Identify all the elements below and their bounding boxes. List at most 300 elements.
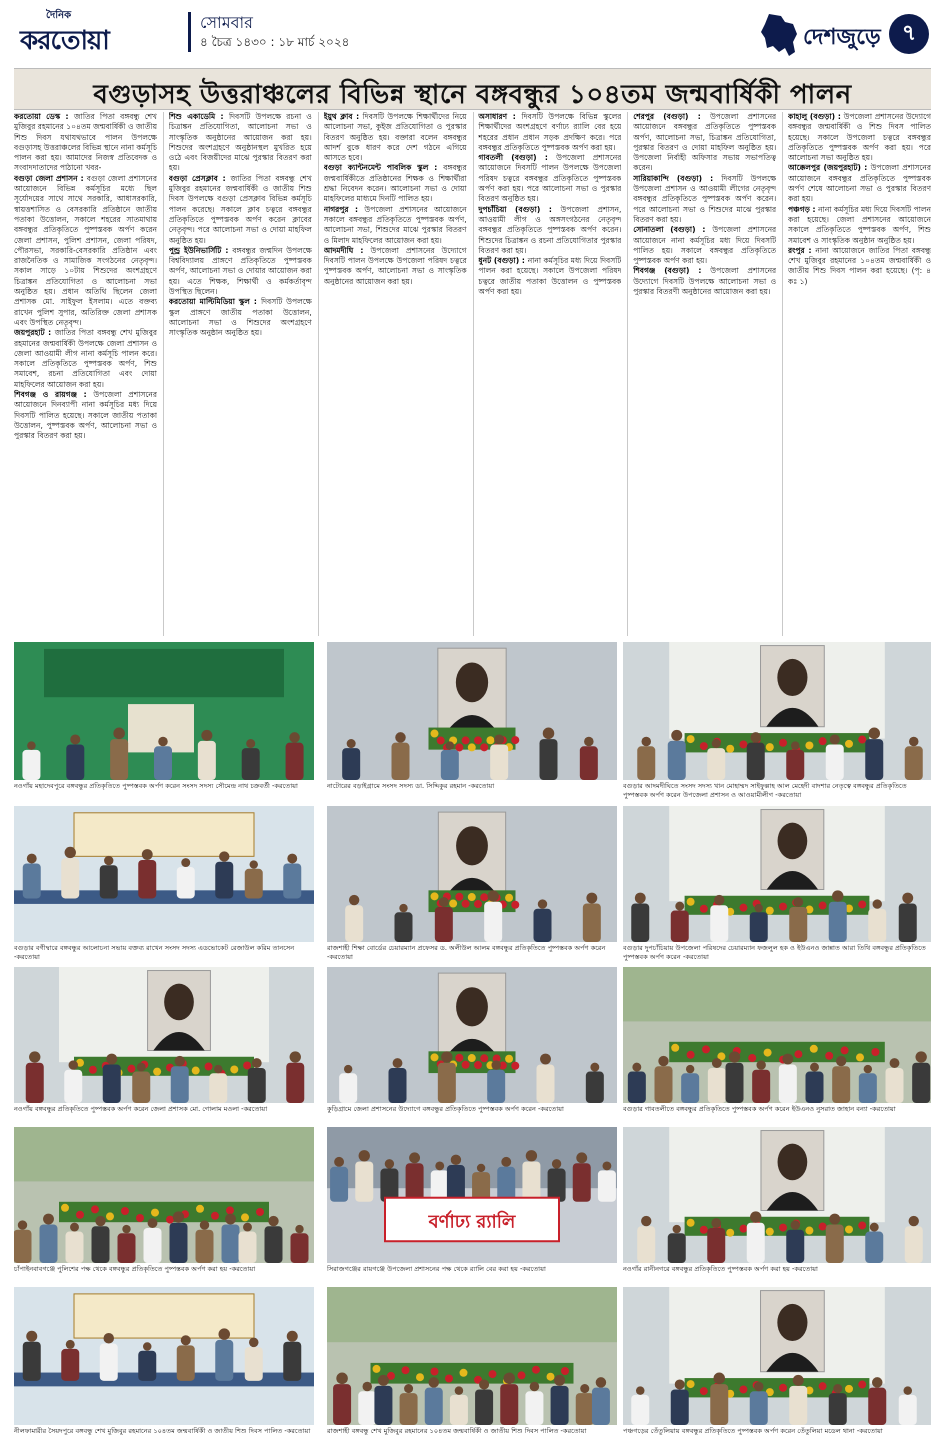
dateline: নাগরপুর : (323, 204, 365, 214)
dateline: আদমদীঘি : (323, 245, 371, 255)
paragraph-text: উপজেলা প্রশাসনের আয়োজনে নানা কর্মসূচির মধ্য দিয়ে দিবসটি পালিত হয়। সকালে বঙ্গবন্ধুর প্রতিকৃতিতে পুষ্পস্তবক অর্পণ করা হয়। (633, 225, 777, 266)
paragraph-text: বঙ্গবন্ধুর জন্মবার্ষিকীতে প্রতিষ্ঠানের শিক্ষক ও শিক্ষার্থীরা শ্রদ্ধা নিবেদন করেন। আলোচনা সভা ও দোয়া মাহফিলের মাধ্যমে দিনটি পালিত হয়। (323, 163, 467, 204)
flower (779, 1224, 787, 1232)
dateline: শিশু একাডেমি : (168, 112, 229, 121)
person-figure (358, 1391, 376, 1425)
person-figure (22, 750, 40, 780)
flower (136, 1214, 144, 1222)
person-head (530, 1382, 540, 1392)
photo-image (623, 806, 931, 942)
person-figure (245, 1347, 263, 1381)
photo-item[interactable] (623, 642, 931, 802)
article-paragraph (788, 205, 931, 246)
flower (151, 1209, 159, 1217)
person-head (552, 1159, 561, 1168)
rally-banner-text: বর্ণাঢ্য র‍্যালি (428, 1211, 516, 1233)
news-photo[interactable] (327, 1287, 617, 1425)
dateline: জয়পুরহাট : (14, 328, 55, 338)
trees (14, 1127, 314, 1181)
person-figure (912, 1063, 930, 1103)
person-figure (154, 746, 172, 780)
photo-item[interactable] (14, 1127, 314, 1285)
photo-caption: সিরাজগঞ্জের রায়গঞ্জে উপজেলা প্রশাসনের পক্ষ থেকে র‍্যালি বের করা হয় -করতোয়া (327, 1265, 546, 1273)
person-figure (708, 1068, 726, 1103)
flower (462, 736, 470, 744)
person-head (246, 739, 255, 748)
news-photo[interactable] (623, 642, 931, 780)
headline-banner (14, 68, 931, 110)
person-head (158, 737, 168, 747)
portrait-face (778, 823, 808, 860)
masthead-divider (188, 12, 191, 52)
photo-image (623, 1127, 931, 1263)
flower (76, 1211, 84, 1219)
column-rule (163, 112, 164, 636)
flower (106, 1212, 114, 1220)
flower (726, 745, 734, 753)
photo-item[interactable] (623, 1127, 931, 1285)
person-figure (484, 902, 502, 942)
person-head (43, 1214, 54, 1225)
person-figure (475, 1389, 493, 1425)
flower (825, 1052, 833, 1060)
person-head (586, 893, 597, 904)
person-head (181, 1335, 191, 1345)
flower (166, 1216, 174, 1224)
flower (486, 736, 494, 744)
photo-item[interactable] (623, 1287, 931, 1447)
photo-caption: নাটোরের বড়াইগ্রামে সংসদ সদস্য ডা. সিদ্দিকুর রহমান -করতোয়া (327, 782, 495, 790)
person-head (70, 1223, 79, 1232)
article-paragraph (788, 112, 931, 163)
person-head (909, 737, 919, 747)
photo-caption: কুড়িগ্রামে জেলা প্রশাসনের উদ্যোগে বঙ্গবন্ধুর প্রতিকৃতিতে পুষ্পস্তবক অর্পণ করেন -করতোয়া (327, 1105, 564, 1113)
person-head (580, 1384, 589, 1393)
person-figure (637, 746, 655, 780)
person-head (142, 849, 153, 860)
article-paragraph (324, 205, 467, 246)
portrait-face (777, 659, 807, 696)
person-head (675, 1379, 685, 1389)
dateline: পুন্ড্র ইউনিভার্সিটি : (168, 245, 233, 255)
flower (211, 1212, 219, 1220)
portrait-face (456, 662, 488, 702)
person-figure (400, 1393, 418, 1425)
bangladesh-map-icon (759, 12, 799, 58)
flower (766, 743, 774, 751)
article-body (14, 112, 931, 636)
flower (805, 741, 813, 749)
person-head (428, 1377, 439, 1388)
photo-item[interactable] (14, 806, 314, 964)
person-head (641, 1216, 651, 1226)
person-figure (779, 1064, 797, 1103)
person-head (104, 856, 113, 865)
flower (480, 743, 488, 751)
flower (819, 1223, 827, 1231)
person-head (181, 858, 190, 867)
person-figure (138, 1351, 156, 1381)
flower (91, 1205, 99, 1213)
person-figure (170, 1223, 188, 1263)
person-figure (500, 1384, 518, 1425)
news-photo[interactable] (623, 967, 931, 1103)
person-head (70, 734, 80, 744)
person-figure (868, 909, 886, 942)
person-head (909, 1216, 919, 1226)
person-figure (291, 1233, 309, 1263)
dateline: কাহালু (বগুড়া) : (788, 112, 844, 121)
paragraph-text: জাতির পিতা বঙ্গবন্ধু শেখ মুজিবুর রহমানের জন্মবার্ষিকী উপলক্ষে জেলা প্রশাসন ও জেলা আওয়ামী লীগ নানা কর্মসূচি পালন করে। সকালে প্রতিকৃতিতে পুষ্পস্তবক অর্পণ, শিশু সমাবেশ, রচনা প্রতিযোগিতা এবং দোয়া মাহফিলের আয়োজন করা হয়। (14, 328, 157, 389)
dateline: বগুড়া প্রেসক্লাব : (168, 173, 231, 183)
person-figure (286, 743, 304, 780)
person-head (873, 899, 882, 908)
person-figure (865, 739, 883, 780)
person-figure (389, 1068, 407, 1103)
person-head (791, 1220, 800, 1229)
portrait-face (164, 984, 194, 1021)
flower (431, 1368, 439, 1376)
wreath-base (74, 1057, 254, 1076)
person-figure (905, 746, 923, 780)
flower (561, 1367, 569, 1375)
person-figure (487, 1070, 505, 1103)
person-head (713, 1373, 725, 1385)
news-photo[interactable] (623, 1127, 931, 1263)
person-head (122, 1225, 130, 1233)
person-head (395, 732, 406, 743)
person-figure (747, 743, 765, 780)
dateline: শিবগঞ্জ ও রায়গঞ্জ : (14, 390, 94, 400)
person-figure (61, 1349, 79, 1381)
photo-item[interactable] (14, 642, 314, 802)
flower (805, 1227, 813, 1235)
news-photo[interactable] (327, 1127, 617, 1263)
flower (700, 1387, 708, 1395)
person-figure (829, 1393, 847, 1425)
flower (871, 1048, 879, 1056)
paragraph-text: দিবসটি উপলক্ষে উপজেলা প্রশাসন ও আওয়ামী লীগের নেতৃবৃন্দ বঙ্গবন্ধুর প্রতিকৃতিতে পুষ্পস্তবক অর্পণ করেন। পরে আলোচনা সভা ও শিশুদের মাঝে পুরস্কার বিতরণ করা হয়। (633, 173, 777, 224)
person-figure (534, 909, 552, 942)
table-cloth (14, 890, 314, 904)
person-head (543, 728, 555, 740)
person-figure (671, 1389, 689, 1425)
person-figure (438, 1063, 456, 1103)
dateline: পঞ্চগড় : (788, 204, 819, 214)
person-figure (283, 1342, 301, 1381)
person-figure (342, 748, 360, 780)
person-figure (789, 907, 807, 942)
person-figure (631, 1395, 649, 1425)
flower (726, 1229, 734, 1237)
photo-caption: নওগাঁয় বঙ্গবন্ধুর প্রতিকৃতিতে পুষ্পস্তবক অর্পণ করেন জেলা প্রশাসক মো. গোলাম মওলা -করতোয়া (14, 1105, 268, 1113)
person-head (479, 1379, 489, 1389)
person-head (404, 1384, 413, 1393)
person-head (106, 1054, 117, 1065)
person-head (27, 854, 37, 864)
flower (532, 1366, 540, 1374)
dateline: সোনাতলা (বগুড়া) : (633, 225, 713, 235)
person-figure (425, 1388, 443, 1425)
person-head (439, 897, 449, 907)
news-photo[interactable] (623, 806, 931, 942)
flower (845, 740, 853, 748)
flower (416, 1373, 424, 1381)
table-cloth (14, 1373, 314, 1387)
photo-caption: বগুড়ার বগীদ্বারে বঙ্গবন্ধুর আলোচনা সভায় বক্তব্য রাখেন সংসদ সদস্য এডভোকেট রেজাউল করিম তানসেন -করতোয়া (14, 944, 295, 961)
flower (687, 1219, 695, 1227)
person-head (590, 1063, 599, 1072)
photo-item[interactable] (623, 967, 931, 1125)
news-photo[interactable] (14, 642, 314, 780)
photo-item[interactable] (14, 1287, 314, 1447)
person-figure (583, 903, 601, 942)
photo-image (14, 642, 314, 780)
person-figure (283, 863, 301, 898)
person-head (810, 1063, 819, 1072)
article-paragraph (169, 246, 312, 297)
person-figure (537, 1064, 555, 1103)
photo-image (327, 1127, 617, 1263)
news-photo[interactable] (14, 967, 314, 1103)
person-figure (132, 1072, 150, 1103)
person-head (602, 1161, 611, 1170)
person-figure (899, 1395, 917, 1425)
person-figure (886, 1068, 904, 1103)
person-figure (245, 869, 263, 899)
flower (431, 1053, 439, 1061)
person-figure (668, 1233, 686, 1263)
person-head (868, 728, 880, 740)
article-column (324, 112, 467, 636)
flower (779, 1384, 787, 1392)
photo-caption: বগুড়ার গাবতলীতে বঙ্গবন্ধুর প্রতিকৃতিতে পুষ্পস্তবক অর্পণ করেন ইউএনও নুসরাত জাহান বন্যা -করতোয়া (623, 1105, 896, 1113)
flower (468, 743, 476, 751)
person-figure (215, 862, 233, 899)
person-figure (374, 1386, 392, 1425)
news-photo[interactable] (327, 967, 617, 1103)
person-figure (441, 750, 459, 780)
flower (511, 901, 519, 909)
person-head (148, 1218, 158, 1228)
person-head (712, 1058, 722, 1068)
flower (511, 1062, 519, 1070)
person-head (334, 1157, 344, 1167)
person-figure (92, 1226, 110, 1263)
dateline: বগুড়া ক্যান্টনমেন্ট পাবলিক স্কুল : (323, 163, 444, 173)
paragraph-text: দিবসটি উপলক্ষে শিক্ষার্থীদের নিয়ে আলোচনা সভা, কুইজ প্রতিযোগিতা ও পুরস্কার বিতরণ অনুষ্ঠিত হয়। বক্তারা বলেন বঙ্গবন্ধুর আদর্শ বুকে ধারণ করে দেশ গঠনে এগিয়ে আসতে হবে। (323, 112, 467, 163)
person-head (712, 739, 721, 748)
person-figure (899, 903, 917, 942)
flower (505, 1055, 513, 1063)
flower (547, 1373, 555, 1381)
article-paragraph (169, 174, 312, 246)
photo-item[interactable] (327, 967, 617, 1125)
person-figure (628, 1072, 646, 1103)
column-rule (782, 112, 783, 636)
dateline: শিবগঞ্জ (বগুড়া) : (633, 266, 711, 276)
dateline: শেরপুর (বগুড়া) : (633, 112, 710, 121)
article-paragraph (14, 112, 157, 174)
flower (858, 1221, 866, 1229)
person-head (69, 1060, 78, 1069)
photo-item[interactable] (623, 806, 931, 964)
article-paragraph (14, 328, 157, 390)
person-figure (750, 912, 768, 942)
paragraph-text: উপজেলা প্রশাসনের উদ্যোগে দিবসটি পালন উপলক্ষে উপজেলা পরিষদ চত্বরে পুষ্পস্তবক অর্পণ, আলোচনা সভা ও সাংস্কৃতিক অনুষ্ঠানের আয়োজন করা হয়। (323, 245, 467, 286)
person-head (872, 1377, 883, 1388)
person-figure (786, 750, 804, 780)
news-photo[interactable] (327, 642, 617, 780)
dateline: করতোয়া ডেস্ক : (14, 112, 74, 121)
newspaper-logo[interactable] (20, 8, 180, 56)
person-figure (707, 748, 725, 780)
person-head (287, 1331, 298, 1342)
news-photo[interactable] (623, 1287, 931, 1425)
news-photo[interactable] (327, 806, 617, 942)
trees (623, 967, 931, 1021)
person-head (754, 1382, 764, 1392)
person-head (393, 1058, 403, 1068)
news-photo[interactable] (14, 1127, 314, 1263)
news-photo[interactable] (14, 1287, 314, 1425)
person-figure (522, 1161, 540, 1201)
person-head (540, 1054, 551, 1065)
dateline: বগুড়া জেলা প্রশাসন : (14, 173, 87, 183)
article-column (788, 112, 931, 636)
flower (505, 894, 513, 902)
person-head (729, 1051, 740, 1062)
dateline: অসাধারণ : (478, 112, 522, 121)
photo-item[interactable] (327, 806, 617, 964)
person-head (636, 1386, 645, 1395)
person-head (347, 739, 356, 748)
wreath-base (371, 1363, 574, 1384)
photo-image (14, 967, 314, 1103)
person-head (451, 1155, 461, 1165)
person-figure (395, 912, 413, 942)
photo-item[interactable] (327, 642, 617, 802)
article-paragraph (478, 205, 621, 256)
person-figure (631, 903, 649, 942)
dateline: ইয়ুথ ক্লাব : (323, 112, 363, 121)
person-figure (865, 1232, 883, 1263)
person-head (399, 904, 407, 912)
flower (468, 893, 476, 901)
flower (243, 1061, 251, 1069)
masthead-date: ৪ চৈত্র ১৪৩০ : ১৮ মার্চ ২০২৪ (200, 35, 350, 49)
person-figure (447, 1165, 465, 1202)
person-figure (23, 863, 41, 898)
photo-image (327, 642, 617, 780)
paragraph-text: উপজেলা প্রশাসনের আয়োজনে দিনব্যাপী নানা কর্মসূচির মধ্য দিয়ে দিবসটি পালিত হয়েছে। সকালে জাতীয় পতাকা উত্তোলন, পুষ্পস্তবক অর্পণ, আলোচনা সভা ও পুরস্কার বিতরণ করা হয়। (14, 390, 157, 441)
flower (127, 1065, 135, 1073)
flower (511, 736, 519, 744)
person-head (225, 1214, 236, 1225)
person-head (173, 1211, 184, 1222)
flower (687, 735, 695, 743)
paragraph-text: বগুড়া জেলা প্রশাসনের আয়োজনে বিভিন্ন কর্মসূচির মধ্যে ছিল সূর্যোদয়ের সাথে সাথে সরকারি, আধাসরকারি, স্বায়ত্তশাসিত ও বেসরকারি প্রতিষ্ঠানে জাতীয় পতাকা উত্তোলন, সকালে শহরের সাতমাথায় বঙ্গবন্ধুর প্রতিকৃতিতে পুষ্পস্তবক অর্পণ করেন জেলা প্রশাসন, পুলিশ প্রশাসন, জেলা পরিষদ, পৌরসভা, সরকারি-বেসরকারি প্রতিষ্ঠান এবং রাজনৈতিক ও সামাজিক সংগঠনের নেতৃবৃন্দ। সকাল সাড়ে ১০টায় শিশুদের অংশগ্রহণে চিত্রাঙ্কন প্রতিযোগিতা ও আলোচনা সভা অনুষ্ঠিত হয়। প্রধান অতিথি ছিলেন জেলা প্রশাসক মো. সাইফুল ইসলাম। এতে বক্তব্য রাখেন পুলিশ সুপার, অতিরিক্ত জেলা প্রশাসক এবং উপস্থিত নেতৃবৃন্দ। (14, 173, 157, 327)
person-head (756, 1060, 765, 1069)
person-head (671, 730, 682, 741)
flower (518, 1371, 526, 1379)
person-head (477, 1164, 485, 1172)
person-head (793, 897, 803, 907)
article-paragraph (633, 174, 776, 225)
flower (474, 900, 482, 908)
person-figure (222, 1224, 240, 1263)
flower (192, 1067, 200, 1075)
person-figure (868, 1388, 886, 1425)
person-head (218, 1328, 230, 1340)
article-paragraph (478, 153, 621, 204)
photo-item[interactable] (14, 967, 314, 1125)
person-figure (239, 1232, 257, 1263)
photo-image (14, 806, 314, 942)
photo-item[interactable] (327, 1127, 617, 1285)
photo-image (327, 1287, 617, 1425)
paragraph-text: নানা আয়োজনে জাতির পিতা বঙ্গবন্ধু শেখ মুজিবুর রহমানের ১০৪তম জন্মবার্ষিকী ও জাতীয় শিশু দিবস পালন করা হয়েছে। (পৃ: ৪ কঃ ১) (788, 245, 931, 286)
paragraph-text: দিবসটি উপলক্ষে স্কুল প্রাঙ্গণে জাতীয় পতাকা উত্তোলন, আলোচনা সভা ও শিশুদের অংশগ্রহণে সাংস্কৃতিক অনুষ্ঠান অনুষ্ঠিত হয়। (168, 297, 312, 338)
photo-image (327, 967, 617, 1103)
flower (819, 737, 827, 745)
person-figure (118, 1233, 136, 1263)
flower (474, 736, 482, 744)
headline: বগুড়াসহ উত্তরাঞ্চলের বিভিন্ন স্থানে বঙ্গবন্ধুর ১০৪তম জন্মবার্ষিকী পালন (93, 80, 852, 110)
person-head (791, 741, 800, 750)
person-head (219, 851, 229, 861)
article-column (633, 112, 776, 636)
person-head (501, 1157, 511, 1167)
photo-image (623, 642, 931, 780)
flower (766, 907, 774, 915)
person-head (538, 899, 547, 908)
person-figure (580, 746, 598, 780)
person-head (29, 1051, 40, 1062)
article-column (169, 112, 312, 636)
person-head (782, 1054, 793, 1065)
person-figure (573, 1163, 591, 1202)
person-head (829, 1214, 840, 1225)
flower (739, 904, 747, 912)
photo-item[interactable] (327, 1287, 617, 1447)
person-head (201, 730, 212, 741)
article-paragraph (169, 297, 312, 338)
flower (739, 740, 747, 748)
person-figure (829, 902, 847, 942)
person-figure (64, 1070, 82, 1103)
flower (468, 1054, 476, 1062)
person-figure (551, 1386, 569, 1425)
person-figure (637, 1226, 655, 1263)
news-photo[interactable] (14, 806, 314, 942)
person-head (336, 1373, 348, 1385)
person-head (635, 893, 646, 904)
flower (449, 900, 457, 908)
photo-caption: বগুড়ার আদমদীঘিতে সংসদ সদস্য খান মোহাম্মদ সাইফুল্লাহ আল মেহেদী বাদশার নেতৃত্বে বঙ্গবন্ধুর প্রতিকৃতিতে পুষ্পস্তবক অর্পণ করেন উপজেলা প্রশাসন ও আওয়ামীলীগ -করতোয়া (623, 782, 907, 799)
photo-caption: পঞ্চগড়ের তেঁতুলিয়ায় বঙ্গবন্ধুর প্রতিকৃতিতে পুষ্পস্তবক অর্পণ করেন তেঁতুলিয়া মডেল থানা -করতোয়া (623, 1427, 883, 1435)
person-figure (26, 1063, 44, 1103)
dateline: রংপুর : (788, 245, 816, 255)
dateline: করতোয়া মাল্টিমিডিয়া স্কুল : (168, 297, 261, 307)
person-head (349, 895, 359, 905)
flower (431, 730, 439, 738)
person-head (441, 1051, 452, 1062)
photo-caption: নওগাঁর রানীনগরে বঙ্গবন্ধুর প্রতিকৃতিতে পুষ্পস্তবক অর্পণ করা হয় -করতোয়া (623, 1265, 818, 1273)
photo-caption: নীলফামারীর সৈয়দপুরে বঙ্গবন্ধু শেখ মুজিবুর রহমানের ১০৪তম জন্মবার্ষিকী ও জাতীয় শিশু দিবস পালিত -করতোয়া (14, 1427, 311, 1435)
person-figure (14, 1230, 32, 1263)
flower (739, 1225, 747, 1233)
